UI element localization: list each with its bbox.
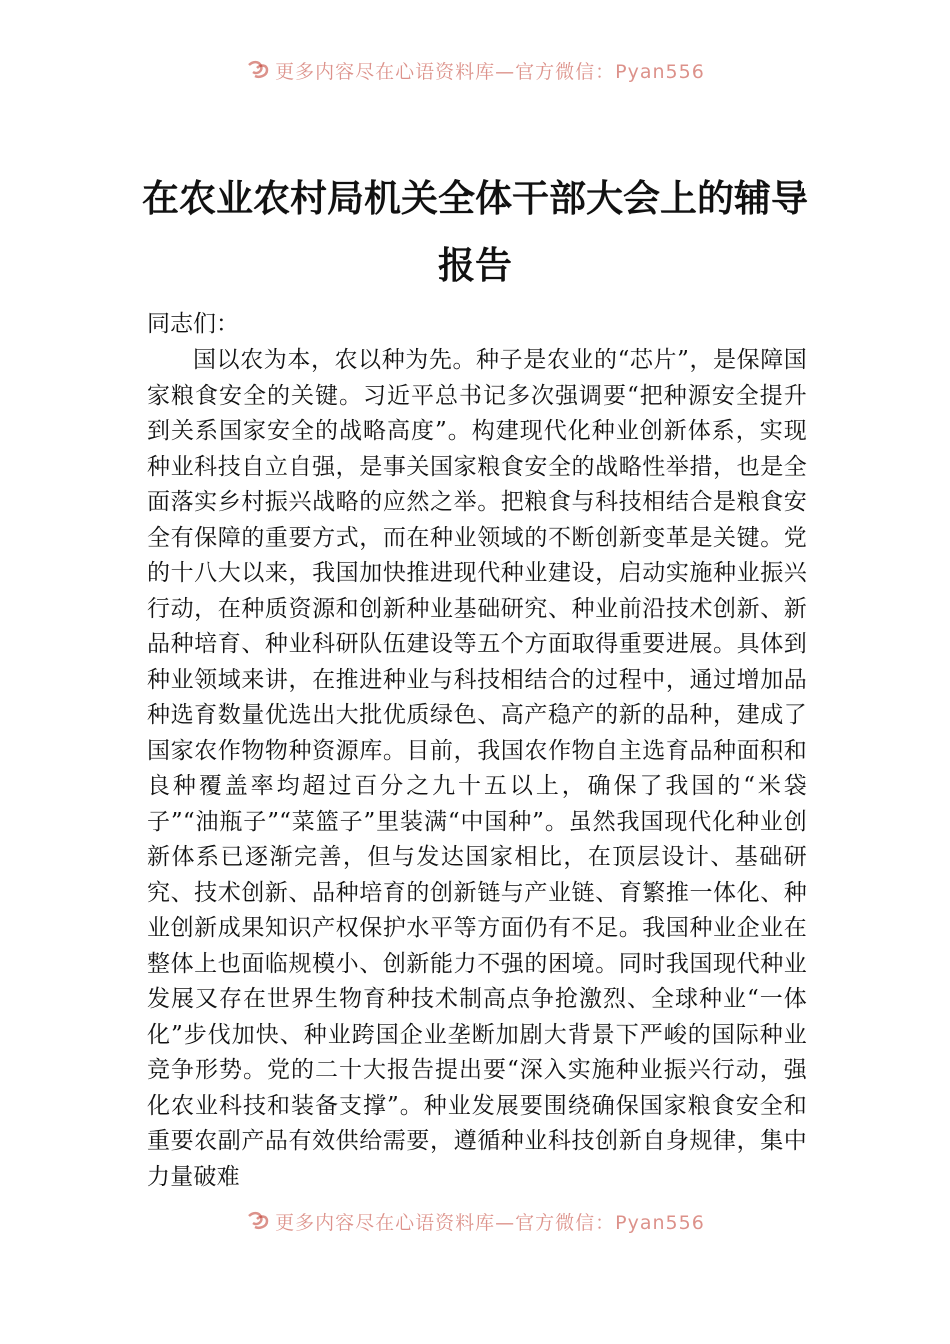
watermark-footer bbox=[0, 1206, 950, 1236]
body-paragraph: 国以农为本，农以种为先。种子是农业的“芯片”，是保障国家粮食安全的关键。习近平总书记多次强调要“把种源安全提升到关系国家安全的战略高度”。构建现代化种业创新体系，实现种业科技自立自强，是事关国家粮食安全的战略性举措，也是全面落实乡村振兴战略的应然之举。把粮食与科技相结合是粮食安全有保障的重要方式，而在种业领域的不断创新变革是关键。党的十八大以来，我国加快推进现代种业建设，启动实施种业振兴行动，在种质资源和创新种业基础研究、种业前沿技术创新、新品种培育、种业科研队伍建设等五个方面取得重要进展。具体到种业领域来讲，在推进种业与科技相结合的过程中，通过增加品种选育数量优选出大批优质绿色、高产稳产的新的品种，建成了国家农作物物种资源库。目前，我国农作物自主选育品种面积和良种覆盖率均超过百分之九十五以上，确保了我国的“米袋子”“油瓶子”“菜篮子”里装满“中国种”。虽然我国现代化种业创新体系已逐渐完善，但与发达国家相比，在顶层设计、基础研究、技术创新、品种培育的创新链与产业链、育繁推一体化、种业创新成果知识产权保护水平等方面仍有不足。我国种业企业在整体上也面临规模小、创新能力不强的困境。同时我国现代种业发展又存在世界生物育种技术制高点争抢激烈、全球种业“一体化”步伐加快、种业跨国企业垄断加剧大背景下严峻的国际种业竞争形势。党的二十大报告提出要“深入实施种业振兴行动，强化农业科技和装备支撑”。种业发展要围绕确保国家粮食安全和重要农副产品有效供给需要，遵循种业科技创新自身规律，集中力量破难 bbox=[147, 347, 807, 1190]
watermark-logo-icon bbox=[245, 1210, 271, 1232]
watermark-logo-icon bbox=[245, 59, 271, 81]
document-title-line2: 报告 bbox=[438, 243, 512, 287]
document-title-line1: 在农业农村局机关全体干部大会上的辅导 bbox=[142, 176, 808, 220]
watermark-header bbox=[0, 55, 950, 85]
salutation: 同志们： bbox=[147, 311, 239, 337]
watermark-text: 更多内容尽在心语资料库—官方微信：Pyan556 bbox=[275, 60, 705, 83]
watermark-text: 更多内容尽在心语资料库—官方微信：Pyan556 bbox=[275, 1211, 705, 1234]
